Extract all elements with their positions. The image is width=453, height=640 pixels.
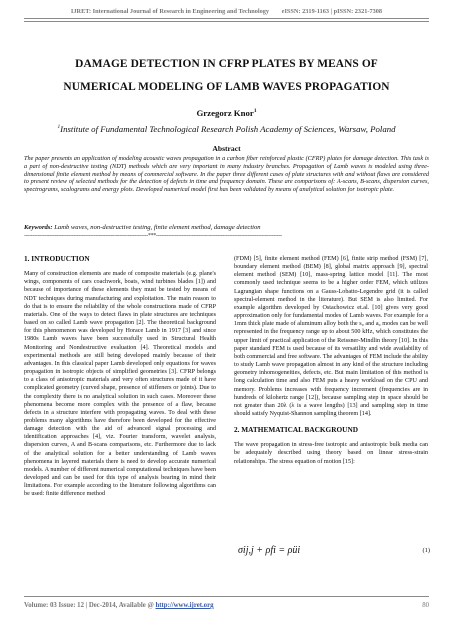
author-text: Grzegorz Knor [196, 108, 254, 118]
mathematical-background-paragraph: The wave propagation in stress-free isotropic and anisotropic bulk media can be adequately described using theory based on linear stress-strain relationships. The stress equation of motion [15]: [234, 442, 428, 465]
left-column [24, 255, 216, 499]
paper-title [0, 53, 453, 99]
author-superscript: 1 [253, 108, 257, 115]
affiliation-text: Institute of Fundamental Technological Research Polish Academy of Sciences, Warsaw, Poland [60, 124, 396, 134]
keywords-list: Lamb waves, non-destructive testing, finite element method, damage detection [52, 224, 261, 231]
section-separator: -------------------------------------------------------------------------***-------------------------------------------------------------------------- [24, 233, 282, 239]
header-rule-inner [24, 21, 429, 22]
journal-header: IJRET: International Journal of Research in Engineering and Technology eISSN: 2319-1163 | pISSN: 2321-7308 [70, 8, 383, 15]
affiliation [0, 124, 453, 134]
introduction-heading: 1. INTRODUCTION [24, 254, 90, 263]
methods-paragraph: (FDM) [5], finite element method (FEM) [6], finite strip method (FSM) [7], boundary element method (BEM) [8], global matrix approach [9], spectral element method (SEM) [10], mass-spring lattice model [11]. The most commonly used technique seems to be a higher order FEM, which utilizes Lagrangian shape functions on a Gauss-Lobatto-Legendre grid (it is called spectral-element method in the literature). But SEM is also limited. For example algorithm developed by Ostachowicz et.al. [10] gives very good approximation only for fundamental modes of Lamb waves. For example for a 1mm thick plate made of aluminum alloy both the s₀ and a₀ modes can be well represented in the frequency range up to about 500 kHz, which constitutes the upper limit of practical application of the Reissner-Mindlin theory [10]. In this paper standard FEM is used because of its versatility and wide availability of both commercial and free software. The advantages of FEM include the ability to study Lamb wave propagation almost in any kind of the structure including geometry inhomogeneities, defects, etc. But main limitation of this method is long calculation time and also FEM puts a heavy workload on the CPU and memory. Problems increases with frequency increment (frequencies are in hundreds of kilohertz range [12]), because sampling step in space should be not greater than 20λ (λ is a wave lengths) [13] and sampling step in time should satisfy Nyquist-Shannon sampling theorem [14]. [234, 256, 428, 417]
abstract-heading: Abstract [212, 144, 241, 153]
header-rule [24, 18, 429, 19]
equation-1 [238, 545, 430, 563]
keywords-label: Keywords: [24, 224, 53, 231]
keywords [24, 224, 429, 231]
title-line-2: NUMERICAL MODELING OF LAMB WAVES PROPAGATION [63, 81, 390, 93]
author-name [0, 108, 453, 118]
equation-number: (1) [422, 547, 430, 554]
right-column [234, 255, 428, 466]
page-number: 80 [422, 602, 429, 609]
affiliation-superscript: 1 [57, 124, 61, 131]
abstract-text: The paper presents an application of modeling acoustic waves propagation in a carbon fiber reinforced plastic (CFRP) plates for damage detection. This task is a part of non-destructive testing (NDT) methods which are very important in many industry branches. Propagation of Lamb waves is modeled using three-dimensional finite element method by means of commercial software. In the paper three different cases of plate structures with and without flaws are considered to present review of selected methods for the detection of defects in time and frequency domain. These are comparisons of: A-scans, B-scans, dispersion curves, spectrograms, scalograms and energy plots. Developed numerical model first has been validated by means of analytical solution for isotropic plate. [24, 155, 429, 194]
footer-volume: Volume: 03 Issue: 12 | Dec-2014, Available @ [24, 602, 156, 609]
journal-link[interactable]: http://www.ijret.org [155, 602, 214, 609]
page-footer [24, 602, 429, 609]
mathematical-background-heading: 2. MATHEMATICAL BACKGROUND [234, 425, 358, 435]
equation-text: σij,j + ρfi = ρüi [238, 545, 301, 556]
title-line-1: DAMAGE DETECTION IN CFRP PLATES BY MEANS OF [75, 58, 378, 70]
footer-rule [24, 596, 429, 597]
introduction-paragraph: Many of construction elements are made of composite materials (e.g. plane's wings, components of cars coachwork, boats, wind turbines blades [1]) and because of importance of these elements they must be tested by means of NDT techniques during manufacturing and exploitation. The main reason to do that is to ensure the reliability of the whole constructions made of CFRP materials. One of the ways to detect flaws in plate structures are techniques based on so called Lamb wave propagation [2]. The theoretical background for this phenomenon was developed by Horace Lamb in 1917 [3] and since 1980s Lamb waves have been successfully used in Structural Health Monitoring and Nondestructive evaluation [4]. Theoretical models and experimental methods are still being developed mainly because of their advantages. In this classical paper Lamb developed only equations for waves propagation in isotropic objects of simplified geometries [3]. CFRP belongs to a class of anisotropic materials and very often structures made of it have complicated geometry (curved shape, presence of stiffeners or joints). Due to the complexity there is no analytical solution in such cases. Moreover these phenomena become more complex with the presence of a flaw, because defects in a structure interfere with propagating waves. To deal with these problems many algorithms have therefore been developed for the effective damage detection with the aid of advanced signal processing and identification approaches [4], viz. Fourier transform, wavelet analysis, dispersion curves, A and B-scans comparisons, etc. Furthermore due to lack of the analytical solution for a better understanding of Lamb waves phenomena in layered materials there is need to develop accurate numerical models. A number of different numerical computational techniques have been developed and can be used for this type of analysis bearing in mind their limitations. For example according to the literature following algorithms can be used: finite difference method [24, 271, 216, 498]
